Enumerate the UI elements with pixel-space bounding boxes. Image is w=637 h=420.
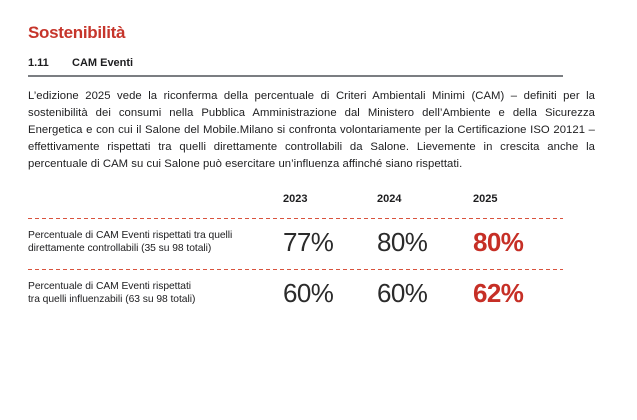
cam-table <box>28 193 563 320</box>
column-header-2024: 2024 <box>377 193 402 205</box>
section-heading <box>28 57 595 69</box>
section-divider <box>28 75 563 77</box>
table-row-controllabili <box>28 219 563 269</box>
value-2023: 60% <box>283 278 334 308</box>
value-2024: 60% <box>377 278 428 308</box>
value-2024: 80% <box>377 227 428 257</box>
row-label <box>28 229 283 255</box>
table-header-row <box>28 193 563 218</box>
row-label-line-2: direttamente controllabili (35 su 98 totali) <box>28 243 212 254</box>
value-2025-highlight: 62% <box>473 278 524 308</box>
section-number: 1.11 <box>28 57 49 69</box>
column-header-2025: 2025 <box>473 193 498 205</box>
column-header-2023: 2023 <box>283 193 308 205</box>
value-2025-highlight: 80% <box>473 227 524 257</box>
row-label <box>28 280 283 306</box>
section-title: CAM Eventi <box>72 57 134 69</box>
value-2023: 77% <box>283 227 334 257</box>
row-label-line-2: tra quelli influenzabili (63 su 98 totali) <box>28 294 196 305</box>
row-label-line-1: Percentuale di CAM Eventi rispettati tra quelli <box>28 230 233 241</box>
table-row-influenzabili <box>28 270 563 320</box>
body-paragraph: L’edizione 2025 vede la riconferma della percentuale di Criteri Ambientali Minimi (CAM) – definiti per la sostenibilità dei consumi nella Pubblica Amministrazione dal Ministero dell’Ambiente e della Sicurezza Energetica e con cui il Salone del Mobile.Milano si confronta volontariamente per la Certificazione ISO 20121 – effettivamente rispettati tra quelli direttamente controllabili da Salone. Lievemente in crescita anche la percentuale di CAM su cui Salone può esercitare un’influenza affinché siano rispettati. <box>28 90 595 170</box>
row-label-line-1: Percentuale di CAM Eventi rispettati <box>28 281 192 292</box>
page-title: Sostenibilità <box>28 23 126 42</box>
